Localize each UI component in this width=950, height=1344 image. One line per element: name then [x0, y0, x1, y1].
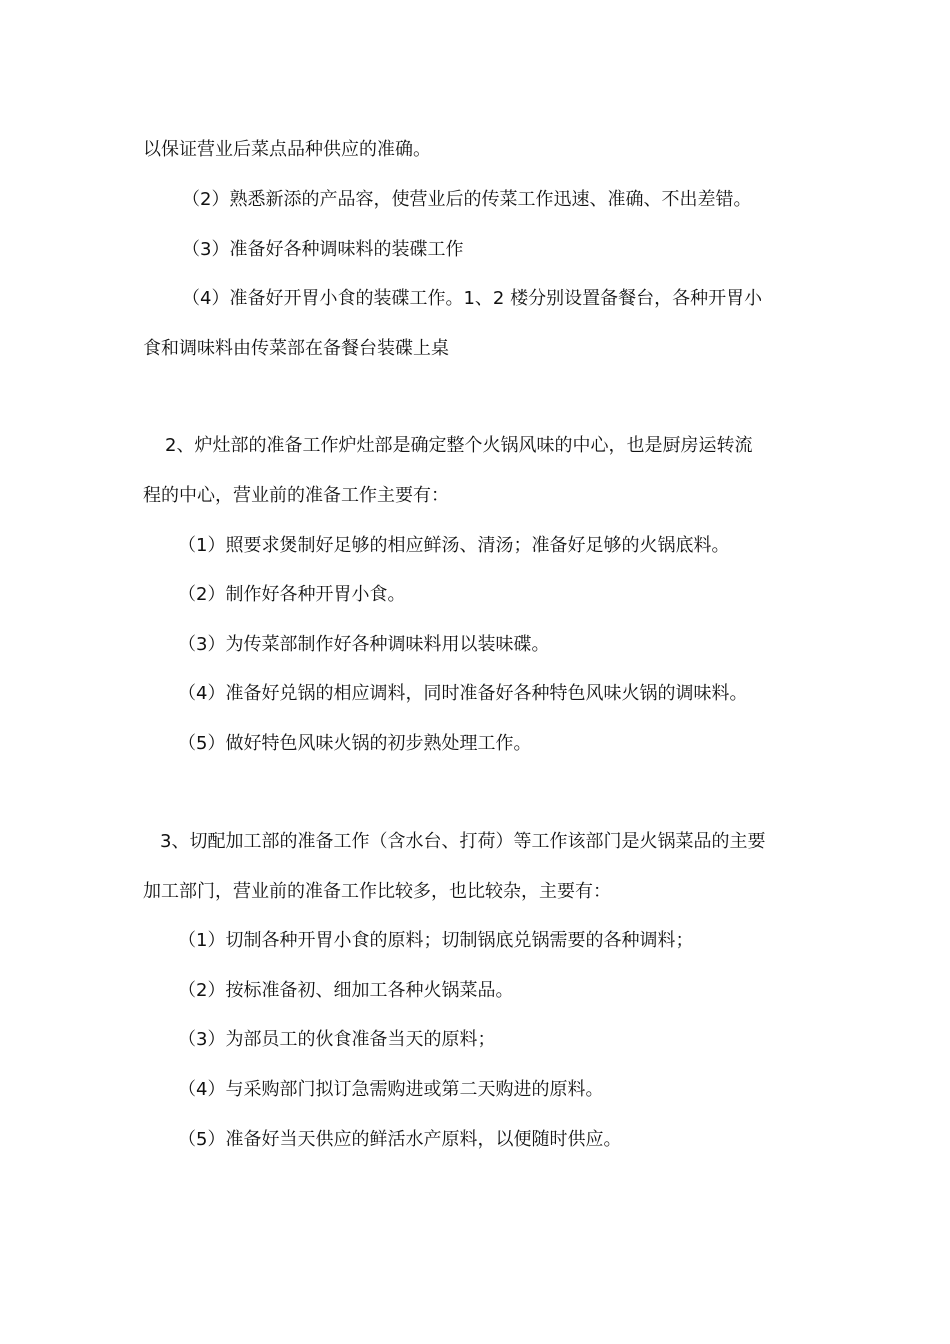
text-line: （5）准备好当天供应的鲜活水产原料，以便随时供应。	[178, 1129, 622, 1150]
text-line: （3）准备好各种调味料的装碟工作	[182, 239, 464, 260]
text-line: （2）制作好各种开胃小食。	[178, 584, 406, 605]
text-line: （4）准备好兑锅的相应调料，同时准备好各种特色风味火锅的调味料。	[178, 683, 748, 704]
section-heading: 2、炉灶部的准备工作炉灶部是确定整个火锅风味的中心，也是厨房运转流	[165, 435, 753, 456]
text-line: （2）熟悉新添的产品容，使营业后的传菜工作迅速、准确、不出差错。	[182, 189, 752, 210]
text-line: （1）切制各种开胃小食的原料；切制锅底兑锅需要的各种调料；	[178, 930, 694, 951]
text-line: （3）为部员工的伙食准备当天的原料；	[178, 1029, 496, 1050]
text-line: （4）准备好开胃小食的装碟工作。1、2 楼分别设置备餐台，各种开胃小	[182, 288, 763, 309]
text-line: （1）照要求煲制好足够的相应鲜汤、清汤；准备好足够的火锅底料。	[178, 535, 730, 556]
text-line: （4）与采购部门拟订急需购进或第二天购进的原料。	[178, 1079, 604, 1100]
section-heading: 3、切配加工部的准备工作（含水台、打荷）等工作该部门是火锅菜品的主要	[160, 831, 766, 852]
text-line: （2）按标准备初、细加工各种火锅菜品。	[178, 980, 514, 1001]
text-line: 加工部门，营业前的准备工作比较多，也比较杂，主要有：	[143, 881, 611, 902]
text-line: （3）为传菜部制作好各种调味料用以装味碟。	[178, 634, 550, 655]
text-line: 程的中心，营业前的准备工作主要有：	[143, 485, 449, 506]
text-line: （5）做好特色风味火锅的初步熟处理工作。	[178, 733, 532, 754]
text-line: 以保证营业后菜点品种供应的准确。	[143, 139, 431, 160]
text-line: 食和调味料由传菜部在备餐台装碟上桌	[143, 338, 449, 359]
